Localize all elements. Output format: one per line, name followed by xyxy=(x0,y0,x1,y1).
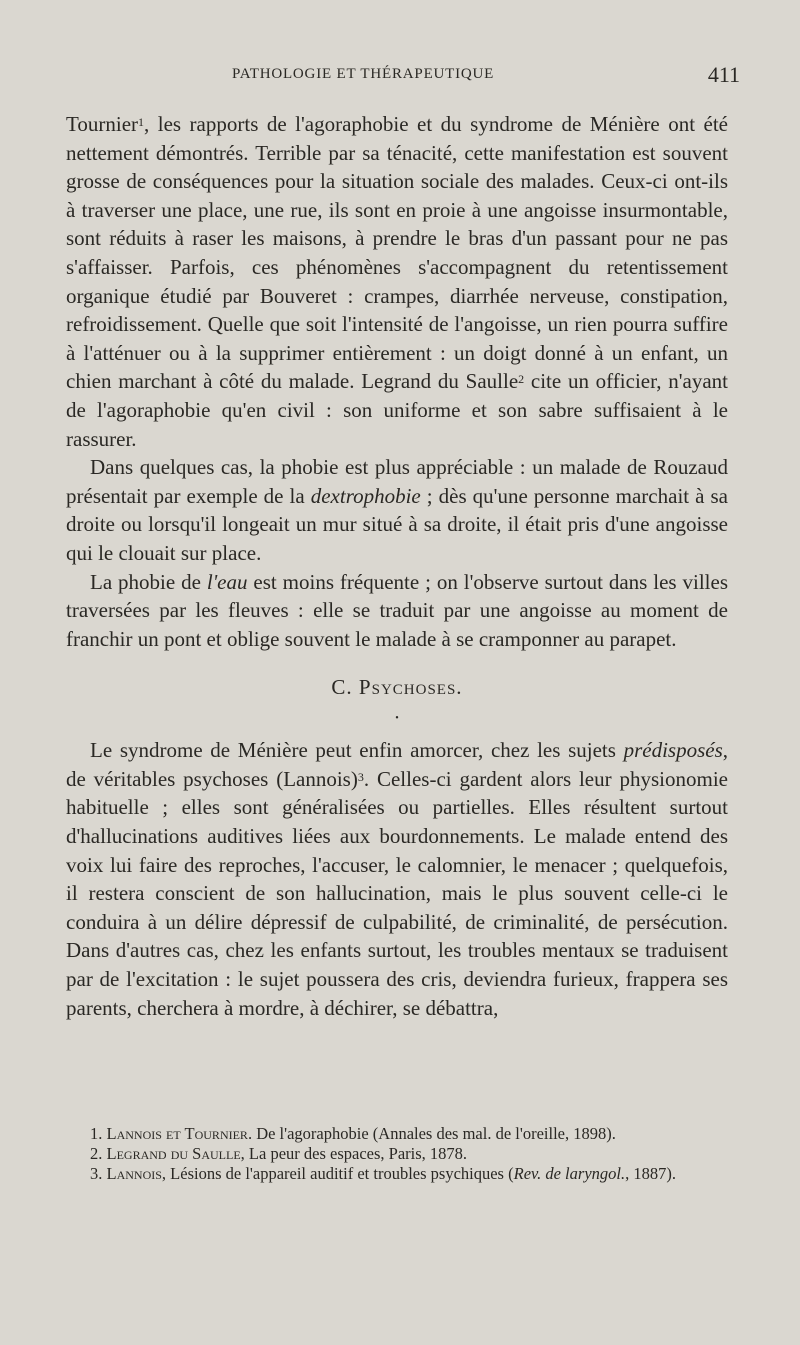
footnote-ref-3: 3 xyxy=(357,769,364,784)
text-run: Dans quelques cas, la phobie est plus appréciable : un malade de Rouzaud présentait par exemple de la xyxy=(66,455,728,508)
paragraph-1 xyxy=(66,110,728,453)
footnote-2 xyxy=(66,1144,728,1164)
text-run: . Celles-ci gardent alors leur physionomie habituelle ; elles sont généralisées ou partielles. Elles résultent surtout d'hallucinations auditives liées aux bourdonnements. Le malade entend des voix lui faire des reproches, l'accuser, le calomnier, le menacer ; quelquefois, il restera conscient de son hallucination, mais le plus souvent celle-ci le conduira à un délire dépressif de culpabilité, de criminalité, de persécution. Dans d'autres cas, chez les enfants surtout, les troubles mentaux se traduisent par de l'excitation : le sujet poussera des cris, deviendra furieux, frappera ses parents, cherchera à mordre, à déchirer, se débattra, xyxy=(66,766,728,1020)
footnote-number: 1. xyxy=(90,1124,107,1143)
emphasis: prédisposés xyxy=(623,738,723,763)
footnote-3 xyxy=(66,1164,728,1184)
paragraph-2 xyxy=(66,453,728,567)
footnote-number: 2. xyxy=(90,1144,107,1163)
footnote-1 xyxy=(66,1124,728,1144)
journal-title: Rev. de laryngol. xyxy=(513,1164,626,1183)
page-header xyxy=(66,62,740,92)
footnote-text: , Lésions de l'appareil auditif et troubles psychiques ( xyxy=(161,1164,514,1183)
text-run: Tournier xyxy=(66,112,139,136)
text-run: ; dès qu'une personne marchait à sa droite ou lorsqu'il longeait un mur situé à sa droite, il était pris d'une angoisse qui le clouait sur place. xyxy=(66,483,728,565)
text-run: , de véritables psychoses (Lannois) xyxy=(66,738,728,791)
section-dot: • xyxy=(395,713,399,725)
paragraph-3 xyxy=(66,568,728,654)
footnote-number: 3. xyxy=(90,1164,107,1183)
text-run: cite un officier, n'ayant de l'agoraphobie qu'en civil : son uniforme et son sabre suffisaient à le rassurer. xyxy=(66,369,729,451)
section-title: C. Psychoses. xyxy=(331,675,463,700)
footnotes xyxy=(66,1124,728,1184)
text-run: La phobie de xyxy=(90,569,207,594)
footnote-authors: Lannois xyxy=(106,1164,162,1183)
footnote-ref-2: 2 xyxy=(518,372,525,387)
text-run: Le syndrome de Ménière peut enfin amorcer, chez les sujets xyxy=(90,738,624,763)
emphasis: dextrophobie xyxy=(310,483,421,508)
page-body xyxy=(66,110,728,1022)
page-number: 411 xyxy=(707,62,740,87)
emphasis: l'eau xyxy=(206,569,248,594)
footnote-text: , La peur des espaces, Paris, 1878. xyxy=(240,1144,468,1163)
text-run: est moins fréquente ; on l'observe surtout dans les villes traversées par les fleuves : elle se traduit par une angoisse au moment de franchir un pont et oblige souvent le malade à se cramponner au parapet. xyxy=(66,569,728,651)
footnote-authors: Legrand du Saulle xyxy=(106,1144,241,1163)
footnote-ref-1: 1 xyxy=(138,115,145,129)
footnote-text: , 1887). xyxy=(625,1164,676,1183)
running-head: PATHOLOGIE ET THÉRAPEUTIQUE xyxy=(232,66,495,82)
paragraph-4 xyxy=(66,736,728,1022)
footnote-authors: Lannois et Tournier xyxy=(106,1124,248,1143)
footnote-text: . De l'agoraphobie (Annales des mal. de l'oreille, 1898). xyxy=(247,1124,616,1143)
text-run: , les rapports de l'agoraphobie et du syndrome de Ménière ont été nettement démontrés. Terrible par sa ténacité, cette manifestation est souvent grosse de conséquences pour la situation sociale des malades. Ceux-ci ont-ils à traverser une place, une rue, ils sont en proie à une angoisse insurmontable, sont réduits à raser les maisons, à prendre le bras d'un passant pour ne pas s'affaisser. Parfois, ces phénomènes s'accompagnent du retentissement organique étudié par Bouveret : crampes, diarrhée nerveuse, constipation, refroidissement. Quelle que soit l'intensité de l'angoisse, un rien pourra suffire à l'atténuer ou à la supprimer entièrement : un doigt donné à un enfant, un chien marchant à côté du malade. Legrand du Saulle xyxy=(66,112,728,394)
